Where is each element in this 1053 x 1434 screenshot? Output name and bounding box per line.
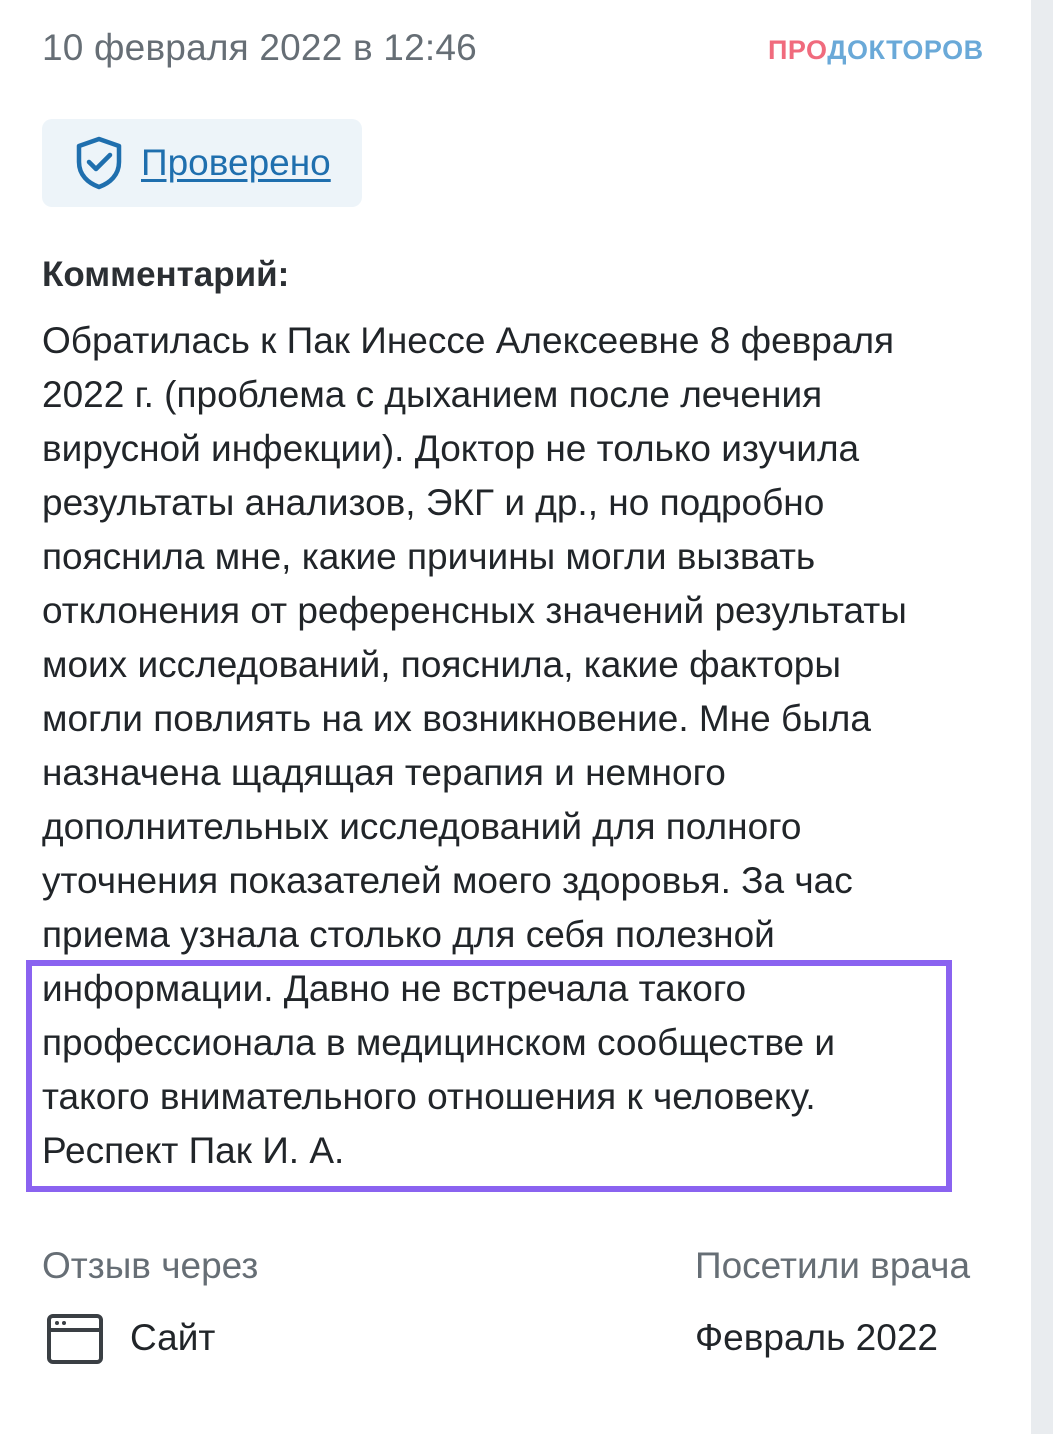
prodoctorov-logo[interactable]	[768, 34, 984, 66]
verified-link[interactable]: Проверено	[141, 142, 331, 183]
logo-part-pro: ПРО	[768, 35, 828, 65]
comment-line: приема узнала столько для себя полезной	[42, 914, 775, 955]
browser-window-icon	[46, 1313, 104, 1365]
comment-line: Обратилась к Пак Инессе Алексеевне 8 февраля	[42, 320, 895, 361]
comment-line: такого внимательного отношения к человеку.	[42, 1076, 816, 1117]
comment-line: профессионала в медицинском сообществе и	[42, 1022, 836, 1063]
verified-badge[interactable]	[42, 119, 362, 207]
comment-heading: Комментарий:	[42, 255, 290, 294]
visit-date-label: Посетили врача	[695, 1245, 971, 1286]
review-date: 10 февраля 2022 в 12:46	[42, 27, 477, 68]
comment-line: информации. Давно не встречала такого	[42, 968, 747, 1009]
visit-date-value: Февраль 2022	[695, 1317, 938, 1358]
logo-part-doctorov: ДОКТОРОВ	[827, 35, 984, 65]
comment-line: вирусной инфекции). Доктор не только изучила	[42, 428, 860, 469]
comment-line: уточнения показателей моего здоровья. За час	[42, 860, 853, 901]
comment-line: дополнительных исследований для полного	[42, 806, 802, 847]
comment-line: назначена щадящая терапия и немного	[42, 752, 726, 793]
comment-line: Респект Пак И. А.	[42, 1130, 345, 1171]
review-source-label: Отзыв через	[42, 1245, 259, 1286]
comment-line: могли повлиять на их возникновение. Мне была	[42, 698, 871, 739]
comment-text	[42, 314, 1002, 1178]
shield-check-icon	[74, 136, 124, 190]
comment-line: отклонения от референсных значений результаты	[42, 590, 907, 631]
comment-line: результаты анализов, ЭКГ и др., но подробно	[42, 482, 825, 523]
comment-line: моих исследований, пояснила, какие факторы	[42, 644, 841, 685]
review-source-value: Сайт	[130, 1317, 216, 1358]
comment-line: 2022 г. (проблема с дыханием после лечения	[42, 374, 823, 415]
comment-line: пояснила мне, какие причины могли вызвать	[42, 536, 816, 577]
